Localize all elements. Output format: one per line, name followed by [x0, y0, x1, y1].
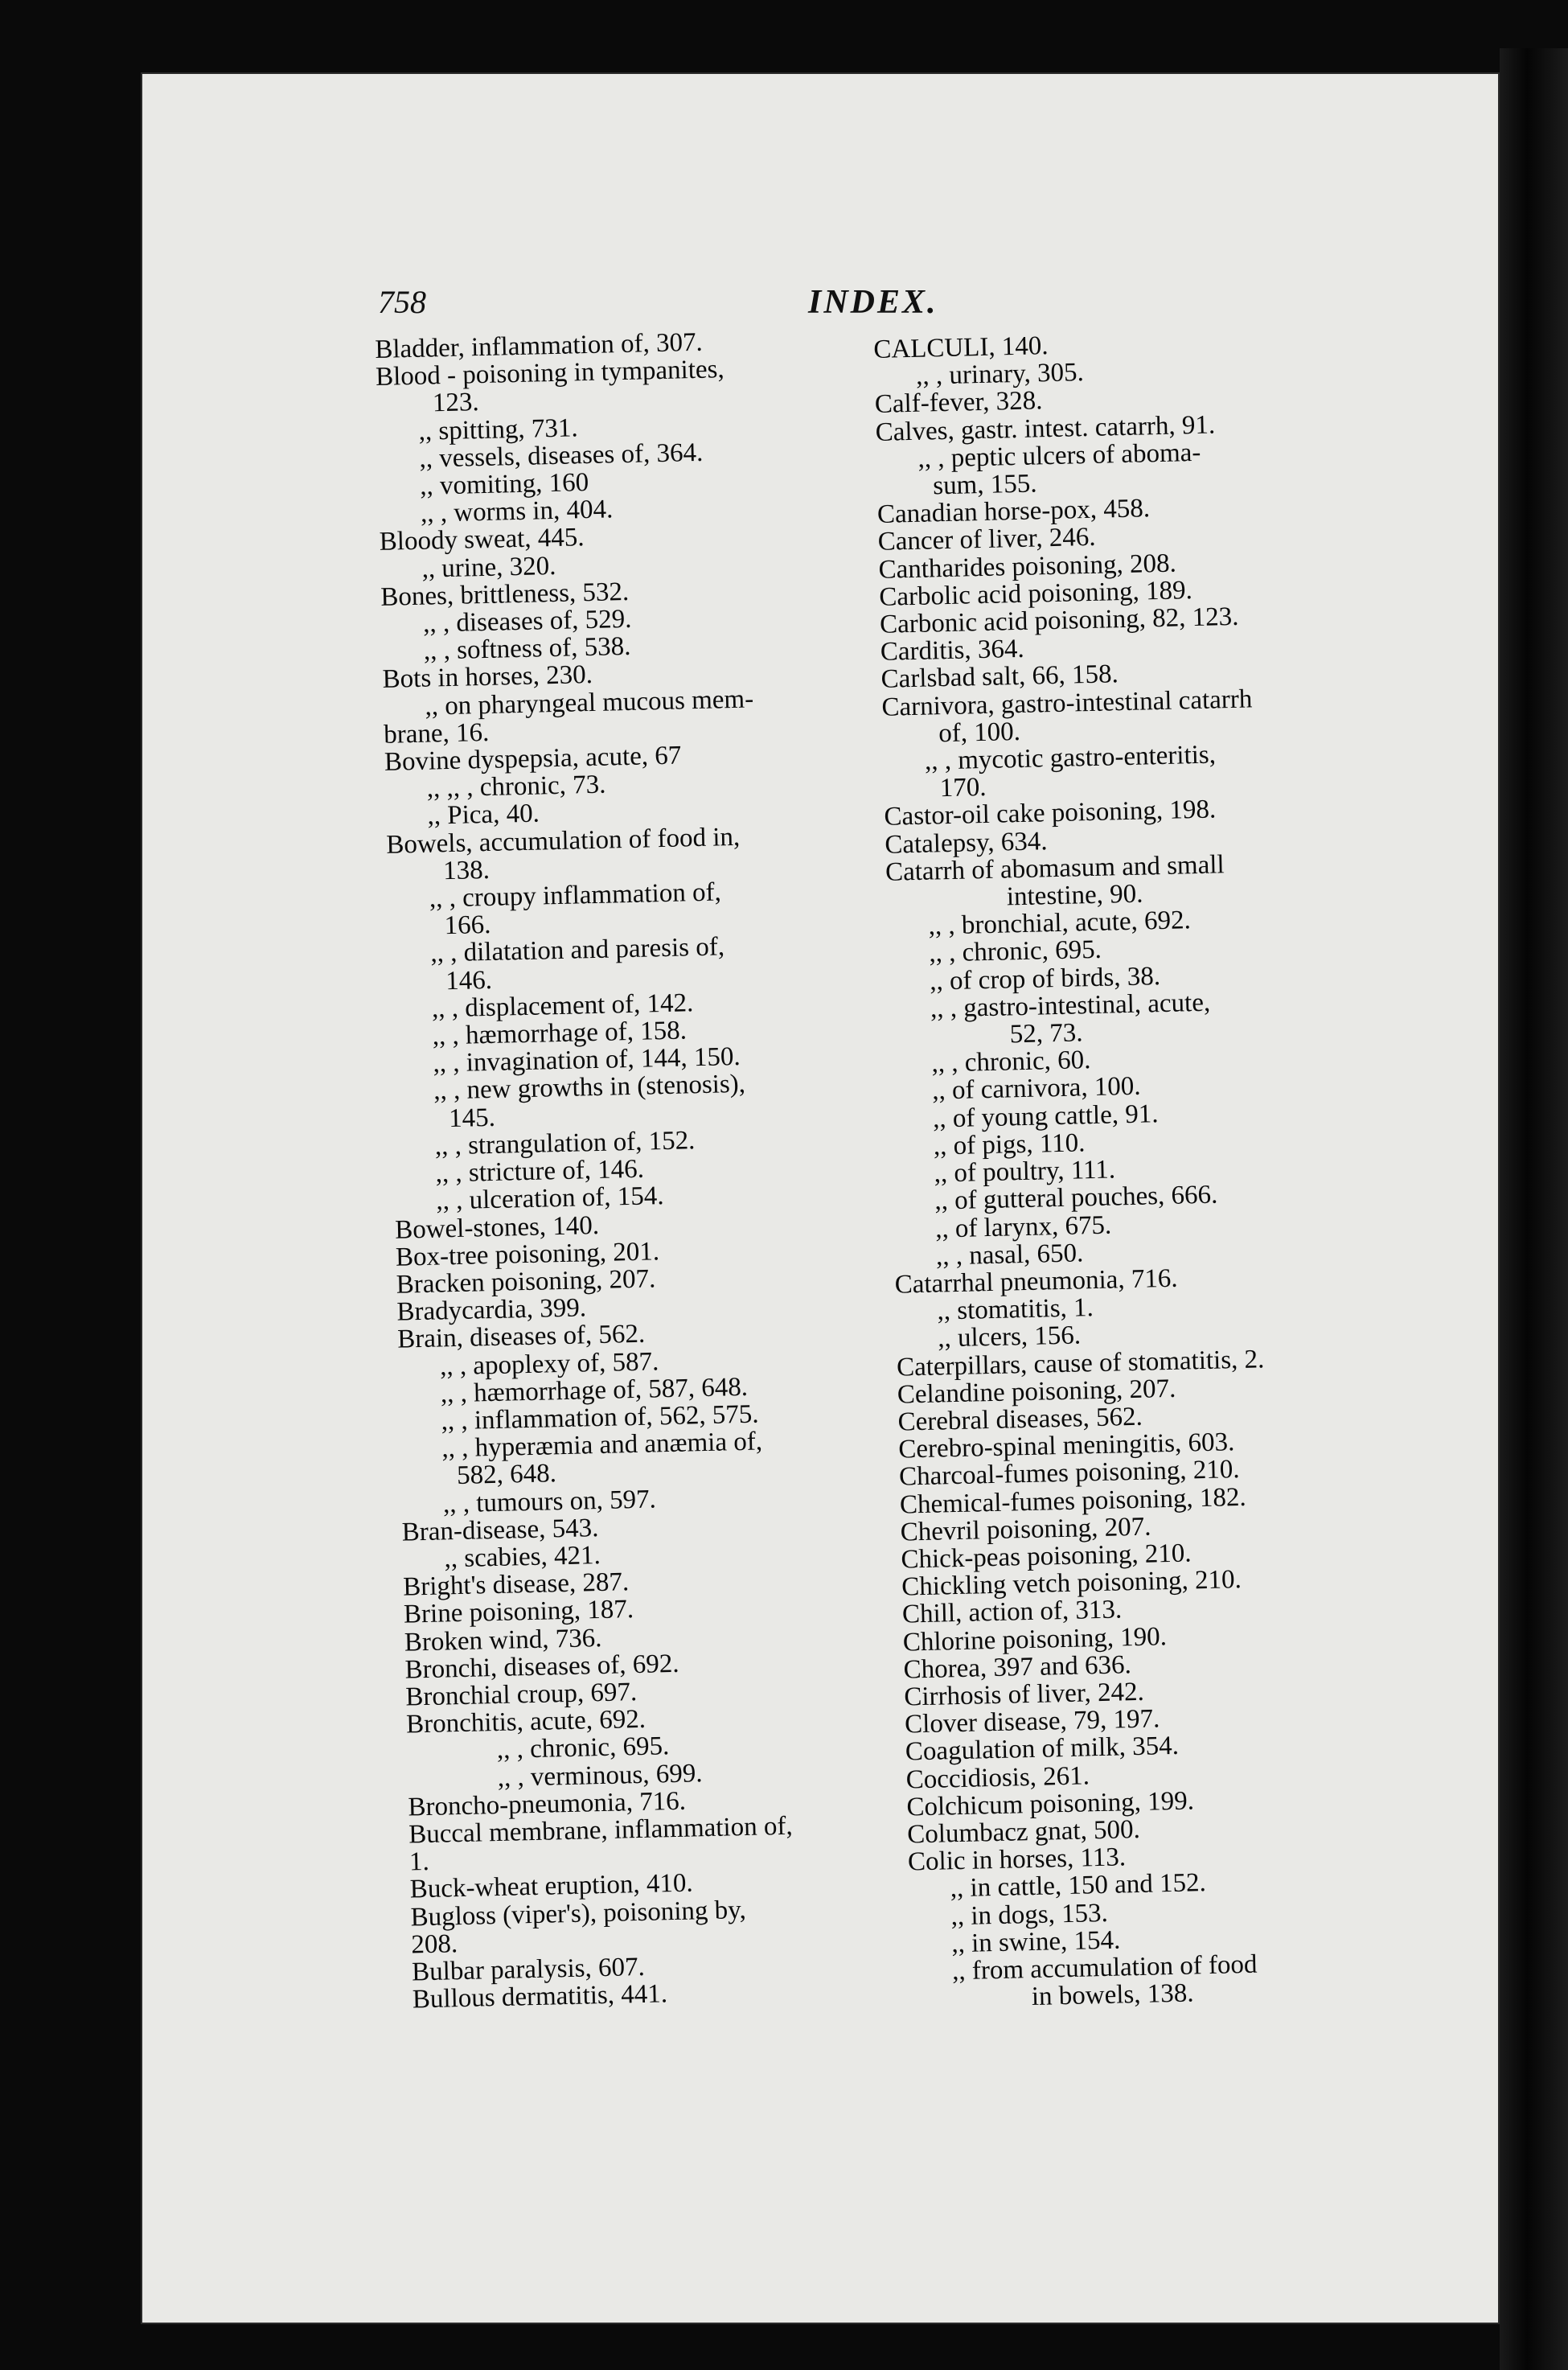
index-entry: Broken wind, 736.: [404, 1623, 602, 1657]
index-column-left: [375, 325, 911, 2014]
index-entry: ,, , croupy inflammation of,: [429, 877, 722, 914]
index-column-right: [873, 326, 1381, 2014]
index-entry: Colic in horses, 113.: [907, 1842, 1127, 1877]
index-entry: ,, , hyperæmia and anæmia of,: [441, 1427, 763, 1464]
index-entry: Bronchial croup, 697.: [405, 1677, 638, 1712]
index-entry: Bots in horses, 230.: [382, 660, 593, 695]
index-entry: Carbonic acid poisoning, 82, 123.: [879, 602, 1239, 639]
index-entry: Charcoal-fumes poisoning, 210.: [898, 1455, 1240, 1492]
index-entry: ,, vessels, diseases of, 364.: [419, 437, 704, 474]
index-entry: ,, of poultry, 111.: [934, 1155, 1116, 1189]
index-entry: Box-tree poisoning, 201.: [395, 1236, 660, 1272]
index-entry: Buck-wheat eruption, 410.: [409, 1868, 694, 1904]
index-entry: Chlorine poisoning, 190.: [902, 1621, 1168, 1657]
book-spine-shadow: [1500, 48, 1568, 2370]
index-entry: ,, , ulceration of, 154.: [436, 1181, 664, 1216]
index-entry: Carditis, 364.: [880, 635, 1025, 667]
index-entry: 146.: [445, 965, 493, 996]
index-entry: Cirrhosis of liver, 242.: [904, 1677, 1145, 1712]
index-entry: ,, , hæmorrhage of, 158.: [432, 1016, 688, 1051]
index-entry: 208.: [410, 1928, 458, 1960]
index-entry: 145.: [448, 1103, 496, 1133]
index-entry: Carnivora, gastro-intestinal catarrh: [881, 684, 1253, 722]
index-entry: ,, , new growths in (stenosis),: [433, 1070, 746, 1107]
index-entry: ,, , diseases of, 529.: [422, 604, 632, 639]
index-entry: Brine poisoning, 187.: [403, 1595, 634, 1629]
index-entry: ,, , apoplexy of, 587.: [439, 1346, 659, 1382]
index-entry: 123.: [432, 388, 480, 418]
index-entry: intestine, 90.: [1006, 879, 1143, 912]
index-entry: ,, , tumours on, 597.: [442, 1484, 657, 1518]
index-entry: Bowels, accumulation of food in,: [385, 822, 741, 860]
index-entry: Buccal membrane, inflammation of,: [408, 1811, 793, 1850]
index-entry: Cerebro-spinal meningitis, 603.: [898, 1427, 1235, 1464]
index-entry: ,, , hæmorrhage of, 587, 648.: [440, 1372, 749, 1409]
index-entry: Castor-oil cake poisoning, 198.: [884, 795, 1217, 832]
index-entry: Catalepsy, 634.: [884, 826, 1048, 860]
index-entry: Bronchitis, acute, 692.: [405, 1704, 646, 1740]
index-entry: ,, , invagination of, 144, 150.: [433, 1042, 741, 1078]
index-entry: ,, , bronchial, acute, 692.: [928, 906, 1192, 941]
index-entry: ,, of crop of birds, 38.: [929, 961, 1161, 996]
index-entry: ,, of carnivora, 100.: [931, 1072, 1141, 1107]
index-entry: Bullous dermatitis, 441.: [412, 1979, 668, 2015]
index-entry: sum, 155.: [932, 469, 1037, 501]
index-entry: 52, 73.: [1009, 1018, 1083, 1049]
index-entry: ,, , dilatation and paresis of,: [430, 932, 725, 969]
index-entry: ,, , inflammation of, 562, 575.: [441, 1399, 759, 1436]
index-entry: ,, , strangulation of, 152.: [434, 1126, 696, 1161]
index-entry: of, 100.: [938, 717, 1021, 749]
index-entry: Broncho-pneumonia, 716.: [408, 1786, 687, 1822]
index-entry: Caterpillars, cause of stomatitis, 2.: [896, 1344, 1265, 1382]
index-entry: Coccidiosis, 261.: [905, 1760, 1090, 1795]
index-entry: ,, , softness of, 538.: [423, 632, 631, 666]
index-entry: ,, urine, 320.: [421, 551, 556, 584]
index-entry: Carbolic acid poisoning, 189.: [878, 575, 1193, 612]
index-entry: Bovine dyspepsia, acute, 67: [384, 741, 682, 777]
index-entry: Carlsbad salt, 66, 158.: [880, 659, 1119, 695]
index-entry: ,, Pica, 40.: [427, 799, 540, 832]
index-entry: Bran-disease, 543.: [401, 1513, 599, 1547]
index-entry: Chickling vetch poisoning, 210.: [901, 1565, 1242, 1602]
index-entry: Colchicum poisoning, 199.: [906, 1786, 1195, 1822]
index-entry: ,, of young cattle, 91.: [932, 1099, 1159, 1134]
index-entry: ,, , urinary, 305.: [915, 358, 1085, 392]
index-entry: ,, in dogs, 153.: [950, 1898, 1109, 1931]
index-entry: Canadian horse-pox, 458.: [876, 494, 1151, 530]
index-entry: ,, , chronic, 695.: [496, 1731, 670, 1765]
index-entry: ,, , verminous, 699.: [497, 1758, 703, 1793]
index-entry: Coagulation of milk, 354.: [905, 1731, 1180, 1767]
index-entry: brane, 16.: [383, 717, 490, 750]
index-entry: Bones, brittleness, 532.: [380, 577, 630, 612]
index-entry: Bradycardia, 399.: [396, 1293, 587, 1327]
index-entry: ,, , gastro-intestinal, acute,: [930, 988, 1211, 1024]
index-entry: Bracken poisoning, 207.: [396, 1264, 656, 1300]
index-entry: ,, spitting, 731.: [418, 413, 579, 446]
index-entry: Calves, gastr. intest. catarrh, 91.: [875, 409, 1216, 447]
index-entry: 170.: [939, 773, 987, 803]
index-entry: Chorea, 397 and 636.: [903, 1649, 1132, 1685]
index-entry: Cerebral diseases, 562.: [897, 1402, 1143, 1437]
index-entry: in bowels, 138.: [1031, 1978, 1194, 2012]
index-entry: 582, 648.: [456, 1459, 557, 1491]
index-entry: Chill, action of, 313.: [901, 1595, 1123, 1629]
index-entry: ,, on pharyngeal mucous mem-: [425, 684, 754, 721]
index-entry: ,, , displacement of, 142.: [431, 988, 694, 1024]
index-entry: Bloody sweat, 445.: [379, 523, 585, 557]
index-entry: ,, of pigs, 110.: [933, 1128, 1086, 1161]
index-entry: ,, in cattle, 150 and 152.: [950, 1868, 1207, 1904]
running-head: INDEX.: [808, 284, 938, 321]
index-entry: ,, , chronic, 695.: [929, 935, 1102, 969]
index-entry: 166.: [444, 910, 491, 941]
index-entry: Bulbar paralysis, 607.: [411, 1952, 646, 1987]
index-entry: 138.: [442, 855, 491, 886]
index-entry: Clover disease, 79, 197.: [904, 1704, 1160, 1740]
index-entry: ,, of gutteral pouches, 666.: [934, 1180, 1218, 1216]
index-entry: ,, of larynx, 675.: [934, 1210, 1112, 1244]
index-entry: Columbacz gnat, 500.: [906, 1814, 1141, 1850]
index-entry: Cantharides poisoning, 208.: [878, 548, 1177, 585]
index-entry: Bronchi, diseases of, 692.: [404, 1649, 679, 1685]
index-entry: ,, , stricture of, 146.: [435, 1154, 645, 1189]
index-entry: ,, , peptic ulcers of aboma-: [917, 437, 1201, 474]
index-entry: Bugloss (viper's), poisoning by,: [410, 1895, 747, 1933]
page-number: 758: [378, 284, 426, 320]
index-entry: Catarrh of abomasum and small: [885, 850, 1225, 887]
index-entry: Calf-fever, 328.: [874, 386, 1043, 420]
index-entry: Brain, diseases of, 562.: [396, 1320, 646, 1354]
index-entry: ,, , nasal, 650.: [935, 1238, 1084, 1271]
index-entry: Bowel-stones, 140.: [394, 1210, 600, 1245]
index-entry: Blood - poisoning in tympanites,: [375, 355, 725, 392]
index-entry: ,, , chronic, 60.: [931, 1045, 1091, 1078]
index-entry: Celandine poisoning, 207.: [897, 1374, 1176, 1410]
index-entry: ,, stomatitis, 1.: [937, 1293, 1094, 1326]
index-entry: ,, ulcers, 156.: [937, 1321, 1082, 1353]
index-entry: ,, in swine, 154.: [950, 1925, 1121, 1959]
index-entry: Catarrhal pneumonia, 716.: [894, 1263, 1178, 1300]
index-entry: Chemical-fumes poisoning, 182.: [899, 1482, 1247, 1520]
index-entry: Chick-peas poisoning, 210.: [901, 1538, 1192, 1575]
index-entry: ,, vomiting, 160: [419, 468, 589, 501]
index-entry: ,, ,, , chronic, 73.: [426, 770, 606, 803]
index-entry: 1.: [408, 1847, 430, 1877]
index-entry: ,, from accumulation of food: [951, 1949, 1258, 1986]
index-entry: Bright's disease, 287.: [402, 1567, 630, 1602]
index-entry: ,, , worms in, 404.: [420, 495, 614, 528]
index-entry: ,, scabies, 421.: [444, 1540, 601, 1574]
index-entry: ,, , mycotic gastro-enteritis,: [924, 740, 1217, 776]
index-entry: Bladder, inflammation of, 307.: [374, 327, 704, 364]
index-entry: CALCULI, 140.: [872, 331, 1049, 364]
index-entry: Chevril poisoning, 207.: [900, 1512, 1151, 1547]
index-entry: Cancer of liver, 246.: [877, 523, 1096, 557]
